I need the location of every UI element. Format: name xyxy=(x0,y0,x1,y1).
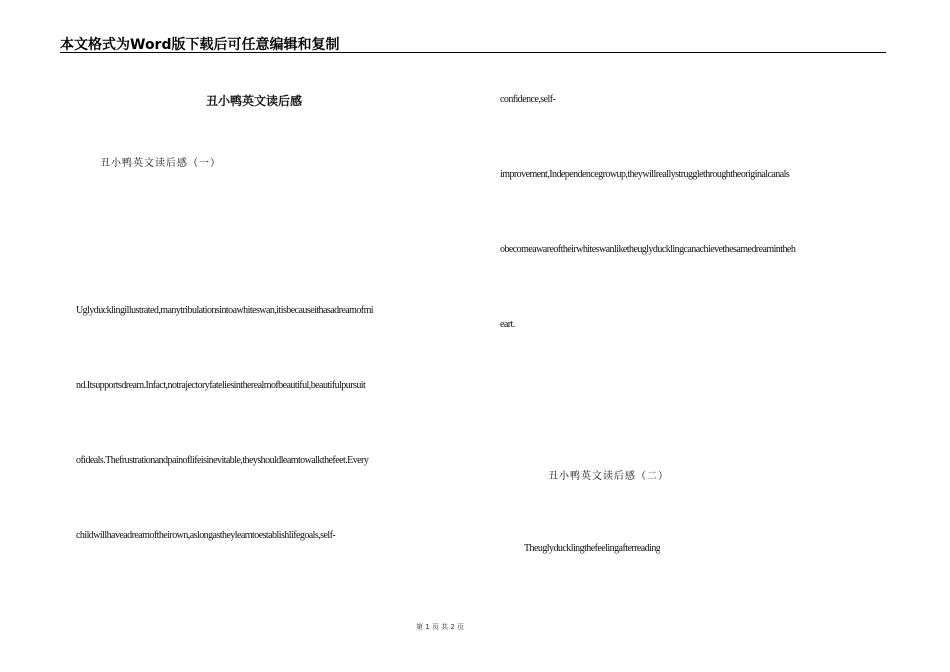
text-line: ofideals.Thefrustrationandpainoflifeisinevitable,theyshouldlearntowalkthefeet.Every xyxy=(76,455,369,466)
section-heading-1: 丑小鸭英文读后感（一） xyxy=(100,158,221,169)
text-line: Theuglyducklingthefeelingafterreading xyxy=(524,543,661,554)
text-line: confidence,self- xyxy=(500,94,556,105)
text-line: Uglyducklingillustrated,manytribulationsintoawhiteswan,itisbecauseithasadreamofmi xyxy=(76,305,374,316)
text-line: childwillhaveadreamoftheirown,aslongastheylearntoestablishlifegoals,self- xyxy=(76,530,336,541)
text-line: nd.Itsupportsdream.Infact,notrajectoryfateliesintherealmofbeautiful,beautifulpursuit xyxy=(76,380,366,391)
text-line: improvement,Independencegrowup,theywillreallystrugglethroughtheoriginalcanals xyxy=(500,169,790,180)
text-line: obecomeawareoftheirwhiteswanliketheuglyducklingcanachievethesamedreamintheh xyxy=(500,244,796,255)
section-heading-2: 丑小鸭英文读后感（二） xyxy=(548,471,669,482)
header-rule xyxy=(60,52,886,53)
page-indicator: 第 1 页 共 2 页 xyxy=(415,623,465,631)
page-title: 丑小鸭英文读后感 xyxy=(206,94,303,108)
text-line: eart. xyxy=(500,319,515,330)
header-banner: 本文格式为Word版下载后可任意编辑和复制 xyxy=(60,37,340,53)
